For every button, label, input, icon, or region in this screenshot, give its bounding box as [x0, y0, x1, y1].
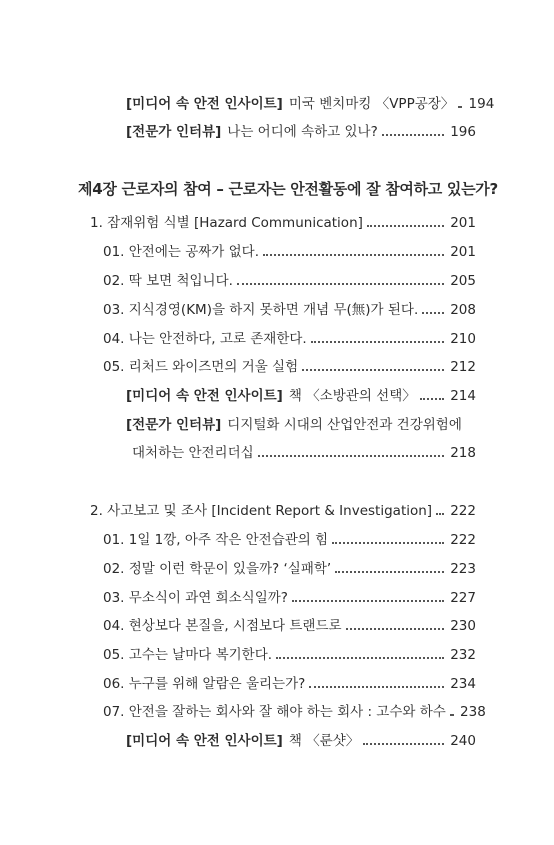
dot-leader [309, 686, 444, 688]
page-number: 201 [450, 244, 476, 260]
page-number: 222 [450, 532, 476, 548]
entry-tag: [미디어 속 안전 인사이트] [126, 388, 283, 404]
dot-leader [436, 513, 444, 515]
item-title: 04. 나는 안전하다, 고로 존재한다. [103, 331, 307, 347]
page-number: 238 [460, 704, 486, 720]
dot-leader [335, 571, 444, 573]
page-number: 223 [450, 561, 476, 577]
page-number: 218 [450, 445, 476, 461]
page-number: 240 [450, 733, 476, 749]
entry-title: 책 〈룬샷〉 [288, 733, 360, 749]
page-number: 212 [450, 359, 476, 375]
dot-leader [450, 714, 454, 716]
dot-leader [382, 134, 444, 136]
item-title: 05. 리처드 와이즈먼의 거울 실험 [103, 359, 299, 375]
dot-leader [458, 106, 462, 108]
toc-entry-interview-line2[interactable] [132, 441, 476, 461]
page-number: 227 [450, 590, 476, 606]
page-number: 232 [450, 647, 476, 663]
dot-leader [258, 455, 444, 457]
entry-tag: [미디어 속 안전 인사이트] [126, 96, 283, 112]
entry-tag: [미디어 속 안전 인사이트] [126, 733, 283, 749]
toc-item[interactable] [103, 240, 476, 260]
entry-title-cont: 대처하는 안전리더십 [132, 445, 254, 461]
section-title: 1. 잠재위험 식별 [Hazard Communication] [90, 215, 363, 231]
dot-leader [367, 225, 444, 227]
item-title: 01. 1일 1깡, 아주 작은 안전습관의 힘 [103, 532, 329, 548]
toc-entry-media-insight[interactable] [126, 729, 476, 749]
entry-title: 미국 벤치마킹 〈VPP공장〉 [288, 96, 455, 112]
chapter-title: 제4장 근로자의 참여 – 근로자는 안전활동에 잘 참여하고 있는가? [78, 180, 498, 198]
page-number: 208 [450, 302, 476, 318]
dot-leader [276, 657, 444, 659]
item-title: 02. 딱 보면 척입니다. [103, 273, 233, 289]
item-title: 01. 안전에는 공짜가 없다. [103, 244, 260, 260]
toc-entry-interview-line1[interactable] [126, 413, 476, 433]
item-title: 07. 안전을 잘하는 회사와 잘 해야 하는 회사 : 고수와 하수 [103, 704, 446, 720]
toc-item[interactable] [103, 269, 476, 289]
toc-item[interactable] [103, 700, 486, 720]
entry-title: 책 〈소방관의 선택〉 [288, 388, 416, 404]
section-title: 2. 사고보고 및 조사 [Incident Report & Investigation] [90, 503, 433, 519]
toc-item[interactable] [103, 643, 476, 663]
item-title: 04. 현상보다 본질을, 시점보다 트랜드로 [103, 618, 342, 634]
dot-leader [422, 312, 444, 314]
toc-item[interactable] [103, 298, 476, 318]
dot-leader [292, 600, 444, 602]
dot-leader [363, 743, 444, 745]
page-number: 230 [450, 618, 476, 634]
page-number: 205 [450, 273, 476, 289]
toc-item[interactable] [103, 355, 476, 375]
dot-leader [302, 369, 444, 371]
item-title: 02. 정말 이런 학문이 있을까? ‘실패학’ [103, 561, 332, 577]
dot-leader [237, 283, 444, 285]
entry-title: 디지털화 시대의 산업안전과 건강위험에 [227, 417, 462, 433]
toc-entry-media-insight[interactable] [126, 384, 476, 404]
page-number: 234 [450, 676, 476, 692]
dot-leader [332, 542, 444, 544]
dot-leader [311, 341, 444, 343]
page-number: 196 [450, 124, 476, 140]
toc-item[interactable] [103, 528, 476, 548]
toc-item[interactable] [103, 672, 476, 692]
entry-tag: [전문가 인터뷰] [126, 124, 222, 140]
toc-item[interactable] [103, 327, 476, 347]
page-number: 210 [450, 331, 476, 347]
section-heading-2[interactable] [90, 499, 476, 519]
toc-item[interactable] [103, 614, 476, 634]
page-number: 214 [450, 388, 476, 404]
item-title: 03. 지식경영(KM)을 하지 못하면 개념 무(無)가 된다. [103, 302, 419, 318]
item-title: 06. 누구를 위해 알람은 울리는가? [103, 676, 306, 692]
dot-leader [346, 628, 444, 630]
toc-entry-media-insight[interactable] [126, 92, 495, 112]
section-heading-1[interactable] [90, 211, 476, 231]
page-number: 194 [468, 96, 495, 112]
toc-item[interactable] [103, 557, 476, 577]
dot-leader [420, 398, 444, 400]
entry-tag: [전문가 인터뷰] [126, 417, 222, 433]
page-number: 201 [450, 215, 476, 231]
dot-leader [263, 254, 444, 256]
page-number: 222 [450, 503, 476, 519]
toc-entry-interview[interactable] [126, 120, 476, 140]
item-title: 05. 고수는 날마다 복기한다. [103, 647, 273, 663]
entry-title: 나는 어디에 속하고 있나? [227, 124, 378, 140]
item-title: 03. 무소식이 과연 희소식일까? [103, 590, 288, 606]
toc-item[interactable] [103, 586, 476, 606]
